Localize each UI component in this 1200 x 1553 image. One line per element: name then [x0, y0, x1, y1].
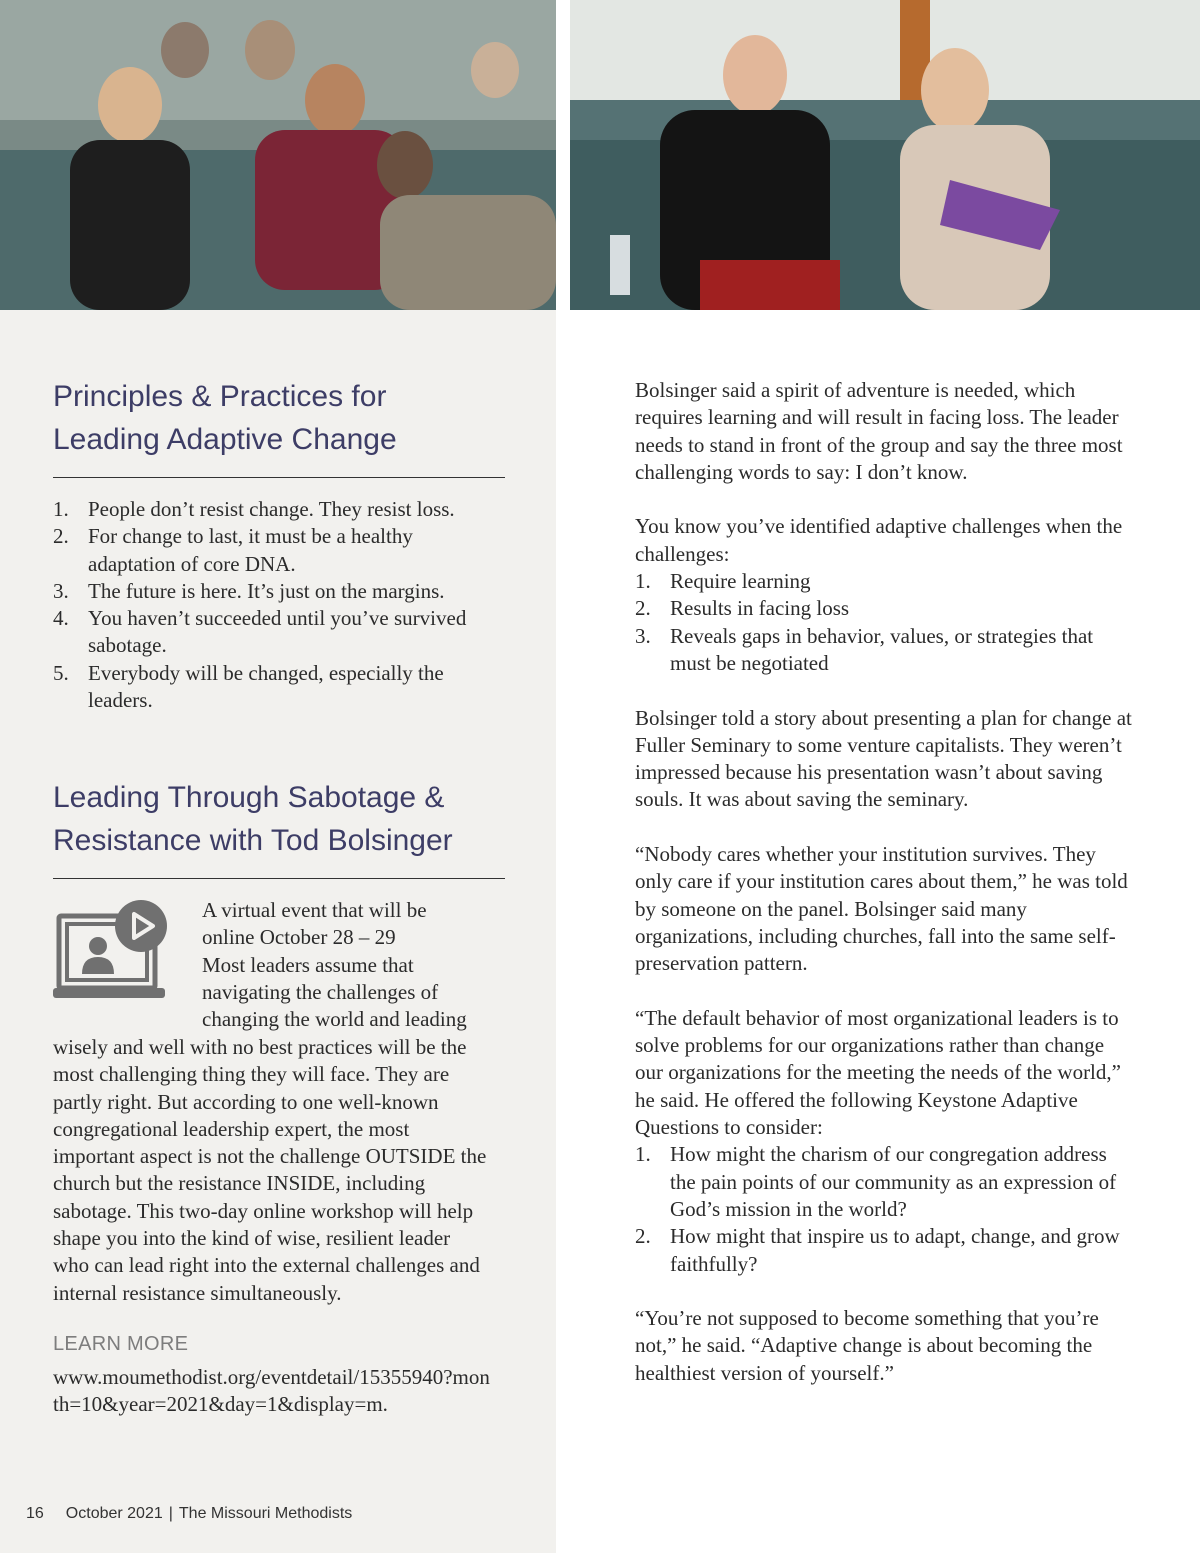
event-intro [202, 897, 502, 1033]
photo-right-two-women-seated [570, 0, 1200, 310]
list-text: Results in facing loss [670, 596, 850, 621]
list-item [53, 578, 483, 605]
event-description [53, 1034, 491, 1307]
list-item [635, 1223, 1135, 1278]
heading-line: Principles & Practices for [53, 380, 387, 413]
list-item [635, 623, 1135, 678]
list-number: 2. [53, 524, 69, 549]
list-item [635, 568, 1135, 595]
body-paragraph: You know you’ve identified adaptive challenges when the challenges: [635, 514, 1123, 566]
heading-line: Resistance with Tod Bolsinger [53, 824, 453, 857]
list-text: Require learning [670, 569, 811, 594]
list-number: 3. [53, 578, 69, 603]
adaptive-challenges-list [635, 568, 1135, 677]
list-number: 4. [53, 606, 69, 631]
video-conference-icon [53, 898, 171, 1006]
page-number: 16 [26, 1505, 44, 1522]
list-number: 1. [53, 497, 69, 521]
heading-line: Leading Through Sabotage & [53, 781, 445, 814]
divider-rule [53, 878, 505, 879]
list-item [53, 605, 483, 660]
body-line: changing the world and leading [202, 1007, 467, 1032]
body-paragraph: “You’re not supposed to become something that you’re not,” he said. “Adaptive change is about becoming the healthiest version of yourself.” [635, 1306, 1099, 1385]
body-paragraph: “Nobody cares whether your institution survives. They only care if your institution cares about them,” he was told by someone on the panel. Bolsinger said many organizations, including churches, fall into the same self-preservation pattern. [635, 842, 1128, 976]
keystone-questions-list [635, 1141, 1135, 1277]
body-line: navigating the challenges of [202, 979, 439, 1004]
footer-separator: | [168, 1505, 173, 1522]
learn-more-label: LEARN MORE [53, 1333, 189, 1355]
publication-name: The Missouri Methodists [178, 1505, 353, 1522]
section-heading-sabotage [53, 776, 508, 862]
heading-line: Leading Adaptive Change [53, 423, 397, 456]
list-item [53, 660, 483, 715]
list-item [635, 1141, 1135, 1223]
issue-date: October 2021 [65, 1505, 163, 1522]
photo-left-group-discussion [0, 0, 556, 310]
list-number: 2. [635, 1224, 651, 1249]
list-number: 5. [53, 660, 69, 685]
event-link[interactable]: www.moumethodist.org/eventdetail/15355940?month=10&year=2021&day=1&display=m. [53, 1365, 490, 1417]
body-paragraph: Bolsinger told a story about presenting a plan for change at Fuller Seminary to some venture capitalists. They weren’t impressed because his presentation wasn’t about saving souls. It was about saving the seminary. [635, 705, 1132, 812]
list-text: How might that inspire us to adapt, change, and grow faithfully? [670, 1224, 1120, 1276]
list-text: How might the charism of our congregation address the pain points of our community as an expression of God’s mission in the world? [670, 1142, 1117, 1221]
principles-list [53, 496, 483, 714]
list-item [635, 595, 1135, 622]
list-text: The future is here. It’s just on the margins. [88, 578, 445, 603]
body-paragraph: “The default behavior of most organizational leaders is to solve problems for our organizations rather than change our organizations for the meeting the needs of the world,” he said. He offered the following Keystone Adaptive Questions to consider: [635, 1005, 1121, 1140]
event-line: A virtual event that will be [202, 898, 427, 922]
list-text: People don’t resist change. They resist loss. [88, 497, 455, 521]
page-footer [26, 1505, 358, 1523]
event-line: online October 28 – 29 [202, 925, 396, 950]
list-item [53, 496, 483, 523]
list-text: Everybody will be changed, especially the leaders. [88, 660, 444, 713]
list-number: 1. [635, 569, 651, 594]
right-column-article [635, 377, 1135, 1387]
list-text: For change to last, it must be a healthy adaptation of core DNA. [88, 524, 413, 576]
section-heading-principles [53, 375, 508, 461]
list-number: 2. [635, 596, 651, 621]
body-paragraph: Bolsinger said a spirit of adventure is needed, which requires learning and will result in facing loss. The leader needs to stand in front of the group and say the three most challenging words to say: I don’t know. [635, 378, 1123, 484]
list-text: You haven’t succeeded until you’ve survived sabotage. [88, 606, 467, 658]
list-number: 3. [635, 623, 651, 648]
body-paragraph: wisely and well with no best practices will be the most challenging thing they will face. They are partly right. But according to one well-known congregational leadership expert, the most important aspect is not the challenge OUTSIDE the church but the resistance INSIDE, including sabotage. This two-day online workshop will help shape you into the kind of wise, resilient leader who can lead right into the external challenges and internal resistance simultaneously. [53, 1035, 487, 1305]
list-text: Reveals gaps in behavior, values, or strategies that must be negotiated [670, 623, 1094, 675]
body-line: Most leaders assume that [202, 952, 414, 977]
list-item [53, 523, 483, 578]
list-number: 1. [635, 1142, 651, 1167]
divider-rule [53, 477, 505, 478]
